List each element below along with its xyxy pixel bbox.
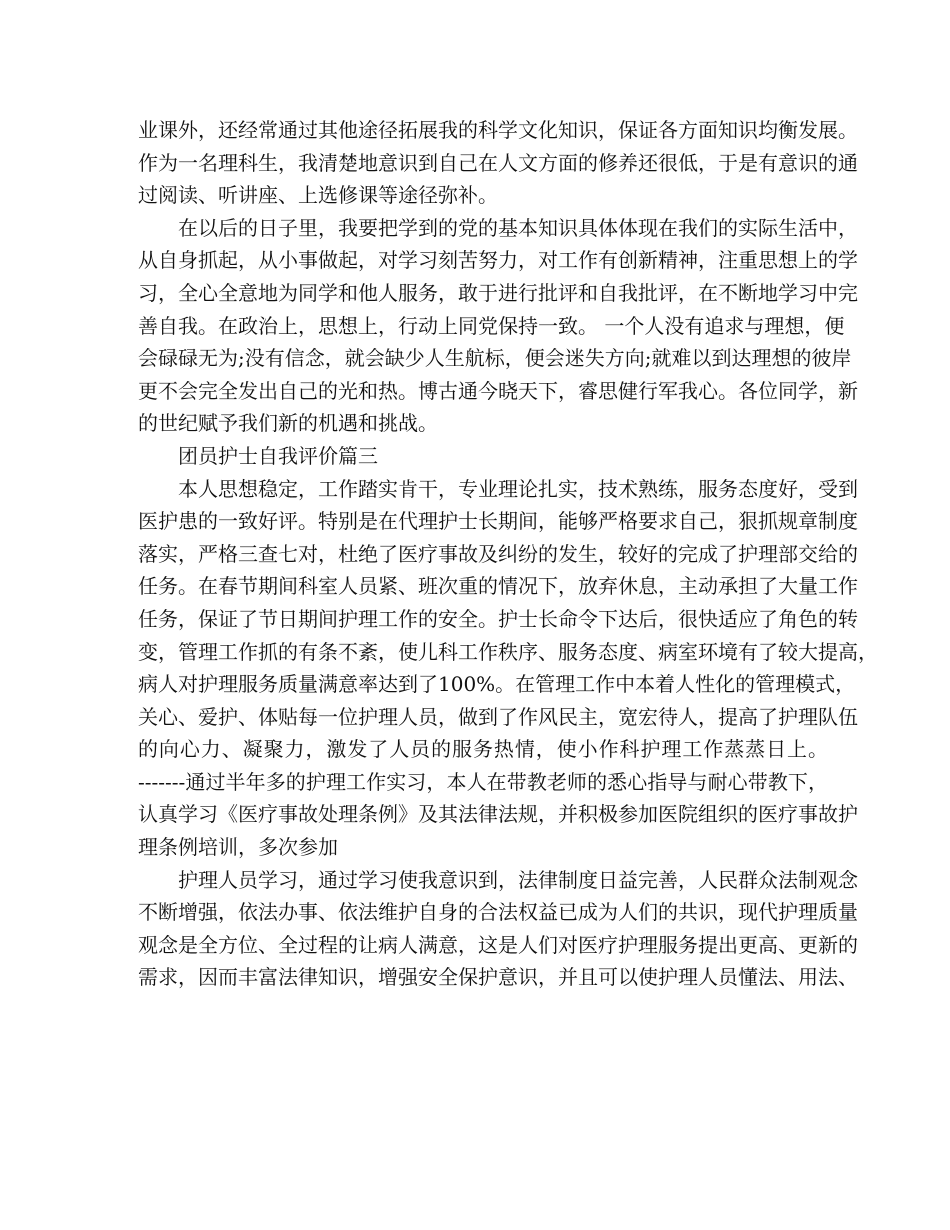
text-line: 业课外，还经常通过其他途径拓展我的科学文化知识，保证各方面知识均衡发展。 [138, 118, 858, 142]
paragraph-first-line: 护理人员学习，通过学习使我意识到，法律制度日益完善，人民群众法制观念 [178, 867, 858, 892]
section-heading: 团员护士自我评价篇三 [178, 443, 378, 468]
text-line: 过阅读、听讲座、上选修课等途径弥补。 [138, 183, 498, 208]
text-line: 医护患的一致好评。特别是在代理护士长期间，能够严格要求自己，狠抓规章制度 [138, 509, 858, 534]
text-line: 落实，严格三查七对，杜绝了医疗事故及纠纷的发生，较好的完成了护理部交给的 [138, 541, 858, 566]
text-line: 理条例培训，多次参加 [138, 835, 338, 860]
text-line: 的向心力、凝聚力，激发了人员的服务热情，使小作科护理工作蒸蒸日上。 [138, 737, 828, 762]
text-line: 变，管理工作抓的有条不紊，使儿科工作秩序、服务态度、病室环境有了较大提高， [138, 639, 878, 664]
text-line: 会碌碌无为;没有信念，就会缺少人生航标，便会迷失方向;就难以到达理想的彼岸 [138, 346, 852, 371]
text-line: -------通过半年多的护理工作实习，本人在带教老师的悉心指导与耐心带教下， [138, 769, 828, 794]
paragraph-first-line: 本人思想稳定，工作踏实肯干，专业理论扎实，技术熟练，服务态度好，受到 [178, 476, 858, 501]
text-line: 任务。在春节期间科室人员紧、班次重的情况下，放弃休息，主动承担了大量工作 [138, 574, 858, 599]
text-line: 认真学习《医疗事故处理条例》及其法律法规，并积极参加医院组织的医疗事故护 [138, 802, 858, 827]
paragraph-first-line: 在以后的日子里，我要把学到的党的基本知识具体体现在我们的实际生活中， [178, 215, 858, 240]
text-line: 不断增强，依法办事、依法维护自身的合法权益已成为人们的共识，现代护理质量 [138, 900, 858, 925]
text-line: 观念是全方位、全过程的让病人满意，这是人们对医疗护理服务提出更高、更新的 [138, 932, 858, 957]
text-line: 的世纪赋予我们新的机遇和挑战。 [138, 411, 438, 436]
text-line: 更不会完全发出自己的光和热。博古通今晓天下，睿思健行军我心。各位同学，新 [138, 378, 858, 403]
text-line: 善自我。在政治上，思想上，行动上同党保持一致。 一个人没有追求与理想，便 [138, 313, 845, 338]
text-line: 关心、爱护、体贴每一位护理人员，做到了作风民主，宽宏待人，提高了护理队伍 [138, 704, 858, 729]
text-line: 病人对护理服务质量满意率达到了100%。在管理工作中本着人性化的管理模式， [138, 672, 856, 697]
text-line: 需求，因而丰富法律知识，增强安全保护意识，并且可以使护理人员懂法、用法、 [138, 965, 858, 990]
document-body [138, 114, 878, 994]
text-line: 习，全心全意地为同学和他人服务，敢于进行批评和自我批评，在不断地学习中完 [138, 280, 858, 305]
text-line: 作为一名理科生，我清楚地意识到自己在人文方面的修养还很低，于是有意识的通 [138, 150, 858, 175]
text-line: 任务，保证了节日期间护理工作的安全。护士长命令下达后，很快适应了角色的转 [138, 606, 858, 631]
text-line: 从自身抓起，从小事做起，对学习刻苦努力，对工作有创新精神，注重思想上的学 [138, 248, 858, 273]
